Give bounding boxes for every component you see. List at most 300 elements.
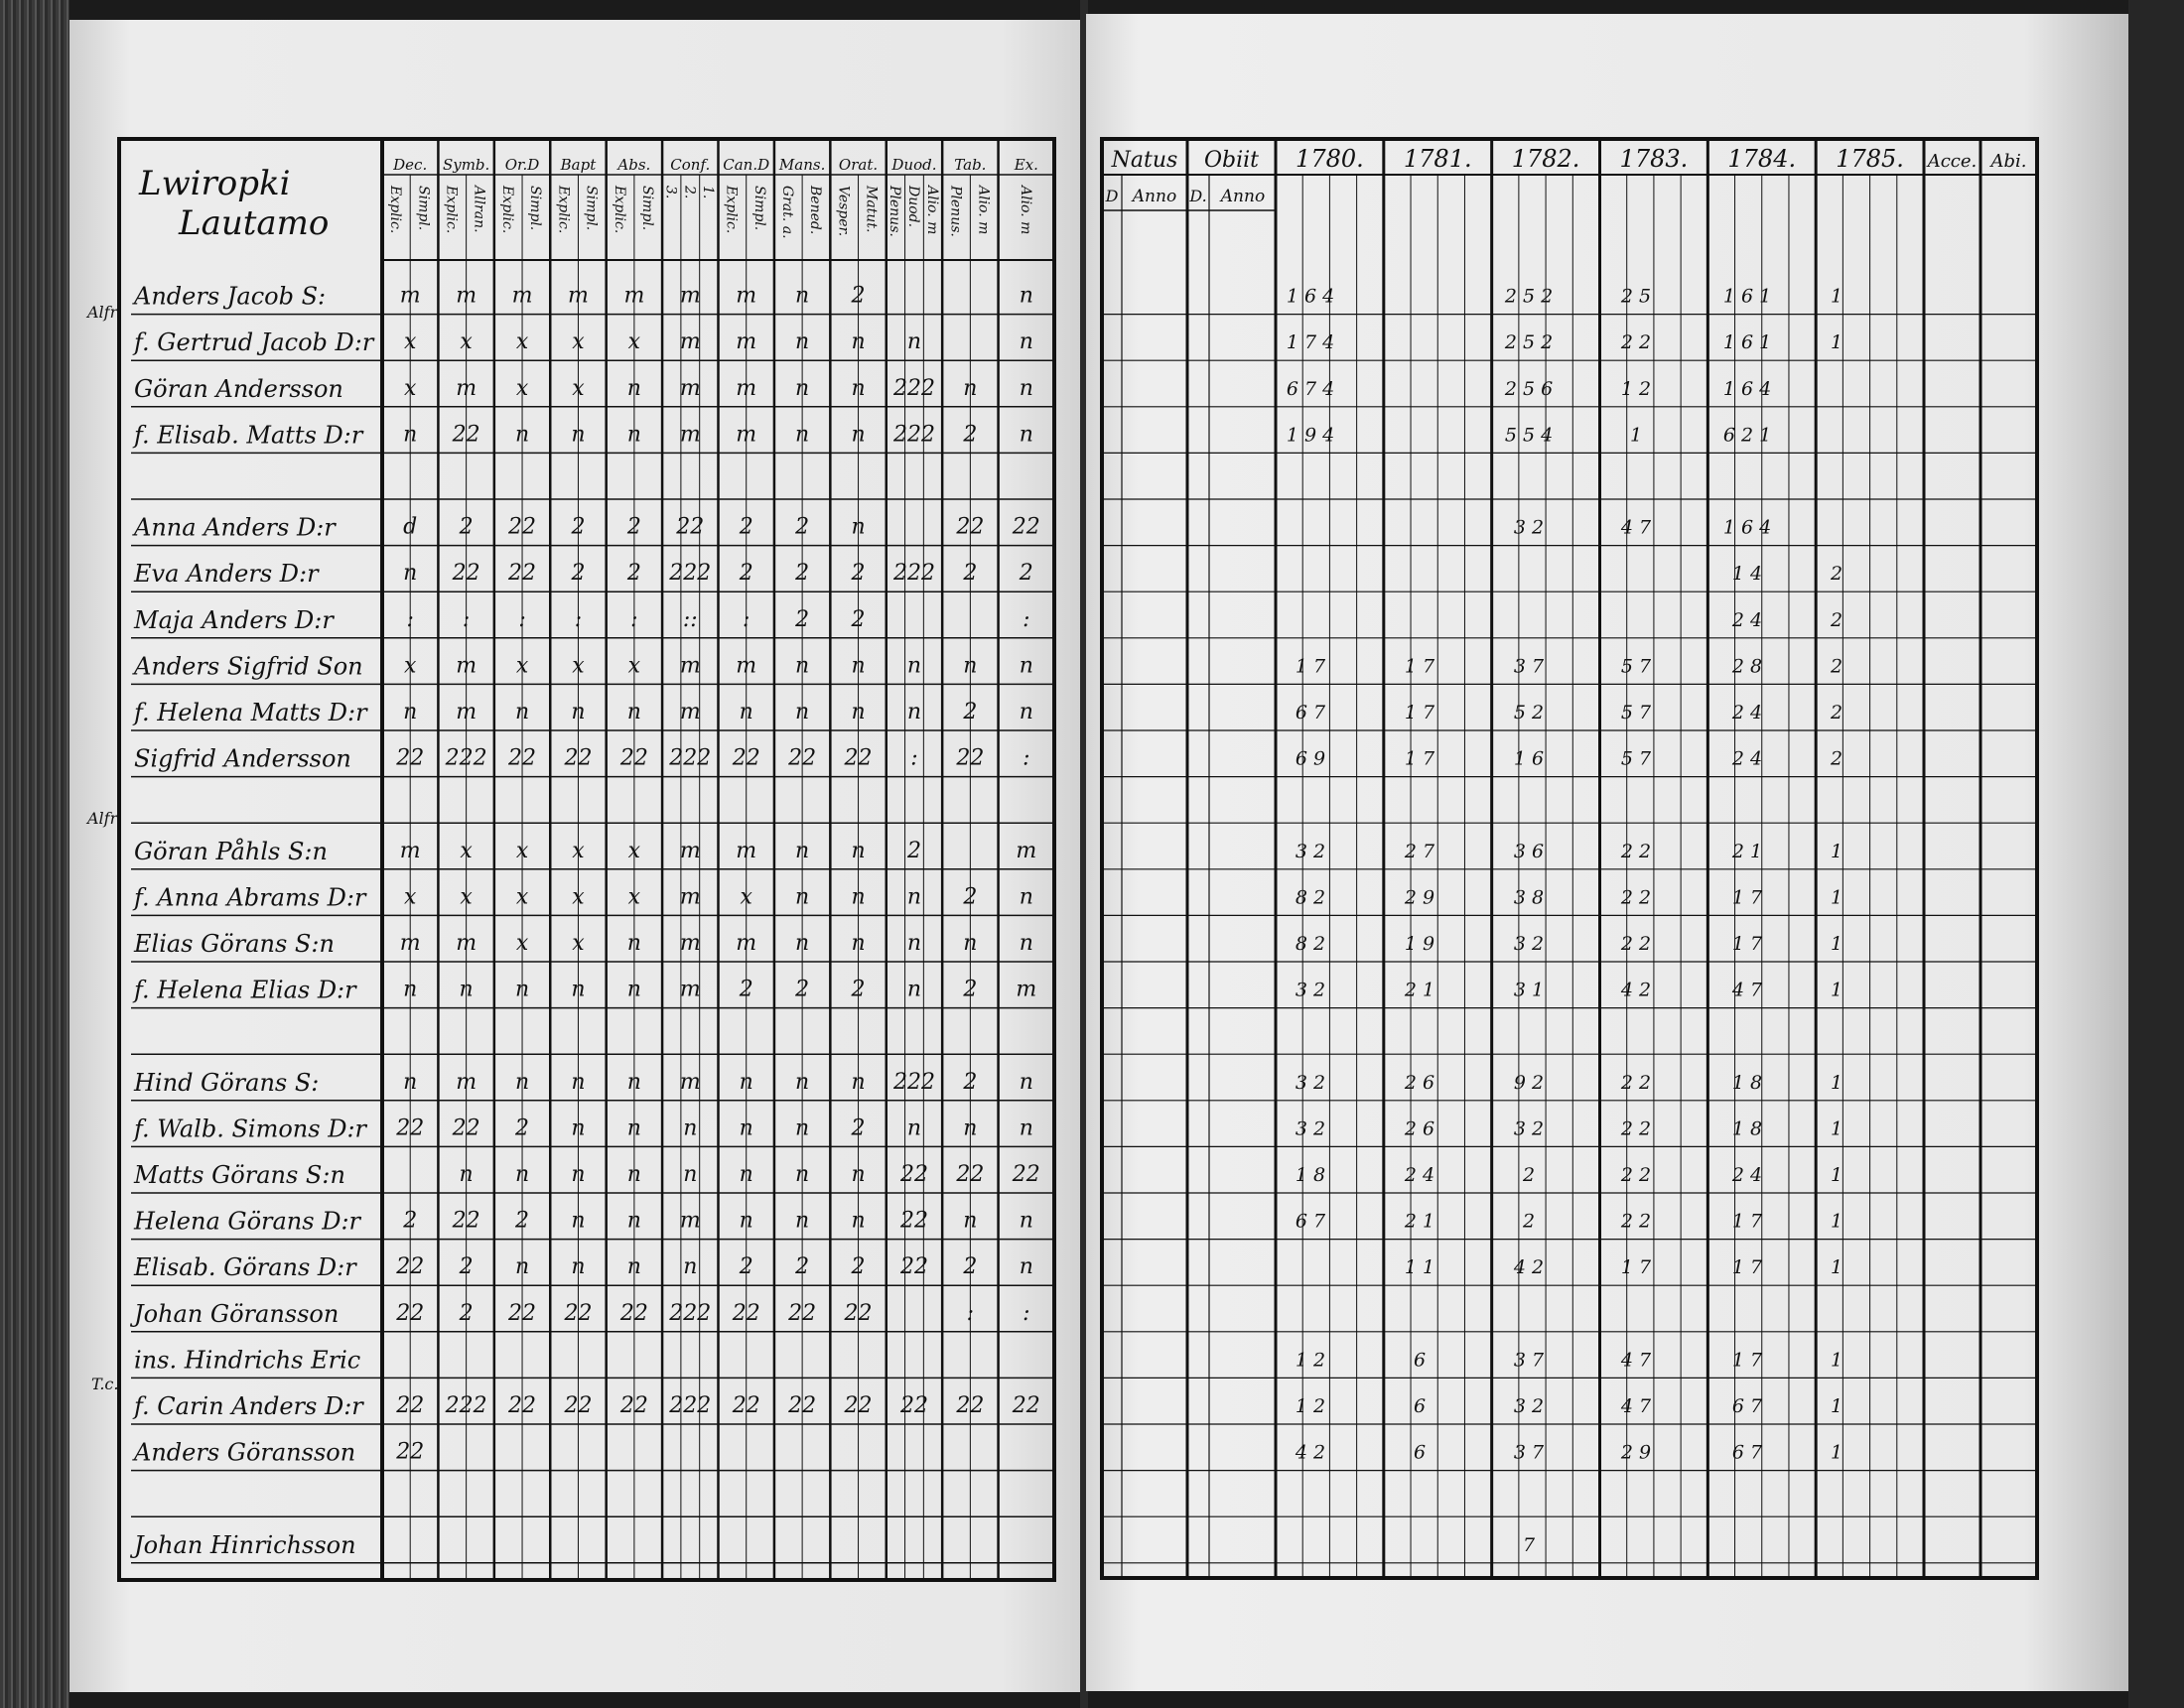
resident-name: Sigfrid Andersson: [134, 744, 351, 773]
catechism-mark: m: [679, 838, 701, 863]
resident-name: ins. Hindrichs Eric: [134, 1346, 361, 1375]
catechism-mark: :: [1023, 606, 1030, 632]
reading-entry: 1: [1830, 1071, 1843, 1094]
catechism-mark: n: [403, 1069, 418, 1095]
catechism-mark: x: [403, 653, 417, 679]
reading-entry: 3 2: [1295, 1117, 1326, 1140]
catechism-mark: n: [626, 1116, 641, 1141]
catechism-mark: m: [623, 283, 645, 309]
resident-name: f. Gertrud Jacob D:r: [134, 328, 374, 357]
catechism-mark: n: [571, 422, 586, 448]
catechism-mark: n: [851, 838, 866, 863]
catechism-mark: 22: [956, 1393, 985, 1418]
margin-note: Alfr.: [87, 303, 121, 322]
column-header: Duod.: [891, 156, 937, 174]
reading-entry: 1: [1830, 886, 1843, 909]
reading-entry: 1 7: [1404, 747, 1435, 770]
catechism-mark: m: [736, 283, 757, 309]
reading-entry: 2 4: [1731, 747, 1763, 770]
catechism-mark: 2: [906, 838, 921, 863]
catechism-mark: d: [403, 514, 418, 540]
catechism-mark: m: [679, 375, 701, 401]
catechism-mark: 22: [396, 1116, 425, 1141]
resident-name: Elias Görans S:n: [134, 930, 335, 958]
reading-entry: 1 2: [1295, 1395, 1326, 1417]
catechism-mark: m: [1016, 977, 1037, 1002]
catechism-mark: 222: [892, 422, 935, 448]
resident-name: f. Helena Elias D:r: [134, 976, 356, 1004]
year-header: 1780.: [1296, 145, 1364, 173]
catechism-mark: n: [906, 1116, 922, 1141]
catechism-mark: n: [906, 700, 922, 724]
catechism-mark: n: [403, 700, 418, 724]
reading-entry: 5 7: [1620, 702, 1652, 723]
reading-entry: 1: [1830, 1441, 1843, 1464]
catechism-mark: n: [571, 1208, 586, 1234]
catechism-mark: n: [963, 375, 978, 401]
catechism-mark: 2: [851, 1116, 866, 1141]
reading-entry: 3 2: [1295, 979, 1326, 1001]
catechism-mark: 2: [795, 606, 810, 632]
catechism-mark: n: [1019, 653, 1033, 679]
reading-entry: 3 1: [1513, 979, 1545, 1001]
reading-entry: 9 2: [1513, 1071, 1545, 1094]
reading-entry: 1 7: [1404, 655, 1435, 678]
column-header: Tab.: [954, 156, 987, 174]
catechism-mark: m: [736, 375, 757, 401]
reading-entry: 5 7: [1620, 655, 1652, 678]
catechism-mark: :: [742, 606, 751, 632]
catechism-mark: n: [906, 884, 922, 910]
reading-entry: 1 7: [1731, 1256, 1763, 1279]
catechism-mark: :: [518, 606, 526, 632]
catechism-mark: 22: [899, 1208, 928, 1234]
catechism-mark: m: [679, 931, 701, 956]
column-subheader: Alio. m: [1017, 186, 1033, 235]
resident-name: Hind Görans S:: [134, 1068, 320, 1097]
resident-name: Anna Anders D:r: [134, 513, 336, 542]
reading-entry: 1 6 4: [1286, 285, 1335, 308]
catechism-mark: n: [514, 700, 530, 724]
reading-entry: 1 6 1: [1722, 285, 1772, 308]
reading-entry: 1 9: [1404, 933, 1435, 955]
catechism-mark: m: [456, 1069, 478, 1095]
catechism-mark: 2: [626, 561, 641, 587]
catechism-mark: 22: [619, 1300, 648, 1326]
reading-entry: 2 8: [1731, 655, 1763, 678]
reading-entry: 1: [1830, 1256, 1843, 1279]
catechism-mark: n: [963, 1208, 978, 1234]
catechism-mark: 2: [851, 561, 866, 587]
reading-entry: 1 6: [1513, 747, 1545, 770]
column-subheader: Vesper.: [835, 186, 852, 237]
catechism-mark: 22: [899, 1254, 928, 1280]
year-header: 1785.: [1836, 145, 1904, 173]
reading-entry: 2 2: [1620, 840, 1652, 862]
catechism-mark: 22: [788, 1393, 817, 1418]
column-subheader: Explic.: [498, 186, 515, 234]
column-subheader: 1.: [700, 186, 717, 199]
catechism-mark: :: [406, 606, 414, 632]
catechism-mark: n: [795, 1069, 810, 1095]
resident-name: Göran Påhls S:n: [134, 837, 328, 865]
catechism-mark: m: [679, 422, 701, 448]
reading-entry: 2: [1830, 702, 1843, 723]
reading-entry: 1 8: [1295, 1164, 1326, 1186]
catechism-mark: n: [851, 514, 866, 540]
catechism-mark: m: [456, 653, 478, 679]
catechism-mark: m: [736, 931, 757, 956]
reading-entry: 6 7: [1295, 702, 1326, 723]
reading-entry: 1: [1830, 1117, 1843, 1140]
column-subheader: Duod.: [904, 186, 921, 228]
catechism-mark: x: [740, 884, 752, 910]
reading-entry: 1 8: [1731, 1071, 1763, 1094]
catechism-mark: n: [514, 422, 530, 448]
catechism-mark: n: [571, 1162, 586, 1187]
catechism-mark: m: [679, 884, 701, 910]
reading-entry: 6: [1413, 1441, 1427, 1464]
catechism-mark: x: [515, 375, 529, 401]
catechism-mark: n: [795, 931, 810, 956]
day-header: D: [1105, 187, 1119, 205]
column-subheader: Explic.: [387, 186, 404, 234]
reading-entry: 2 9: [1620, 1441, 1652, 1464]
catechism-mark: n: [795, 1162, 810, 1187]
catechism-mark: 2: [515, 1116, 530, 1141]
catechism-mark: n: [795, 884, 810, 910]
column-subheader: Simpl.: [527, 186, 544, 231]
reading-entry: 1 7: [1404, 702, 1435, 723]
catechism-mark: x: [515, 884, 529, 910]
catechism-mark: 22: [452, 1116, 480, 1141]
column-subheader: Alio. m: [923, 186, 940, 235]
catechism-mark: 22: [452, 561, 480, 587]
reading-entry: 4 7: [1620, 1395, 1652, 1417]
reading-entry: 4 7: [1731, 979, 1763, 1001]
catechism-mark: x: [403, 329, 417, 355]
reading-entry: 1: [1830, 1210, 1843, 1233]
reading-entry: 4 2: [1295, 1441, 1326, 1464]
catechism-mark: n: [963, 1116, 978, 1141]
catechism-mark: 2: [963, 1069, 978, 1095]
resident-name: Göran Andersson: [134, 374, 343, 403]
catechism-mark: n: [1019, 422, 1033, 448]
catechism-mark: 22: [396, 1393, 425, 1418]
catechism-mark: x: [572, 931, 585, 956]
catechism-mark: 2: [459, 514, 474, 540]
catechism-mark: m: [679, 329, 701, 355]
reading-entry: 2 9: [1404, 886, 1435, 909]
catechism-mark: 22: [396, 745, 425, 771]
catechism-mark: 2: [963, 884, 978, 910]
resident-name: Anders Göransson: [134, 1438, 356, 1467]
block-title: Lwiropki: [139, 164, 291, 203]
catechism-mark: :: [630, 606, 638, 632]
reading-entry: 2 2: [1620, 1117, 1652, 1140]
catechism-mark: m: [679, 1208, 701, 1234]
column-subheader: Explic.: [611, 186, 627, 234]
column-subheader: Alio. m: [975, 186, 992, 235]
obiit-header: Obiit: [1203, 148, 1260, 173]
resident-name: f. Walb. Simons D:r: [134, 1115, 366, 1143]
catechism-mark: n: [459, 977, 474, 1002]
reading-entry: 2 7: [1404, 840, 1435, 862]
reading-entry: 1: [1830, 840, 1843, 862]
catechism-mark: m: [679, 700, 701, 724]
catechism-mark: x: [572, 884, 585, 910]
catechism-mark: 222: [669, 745, 712, 771]
catechism-mark: n: [1019, 700, 1033, 724]
reading-entry: 1: [1830, 979, 1843, 1001]
resident-name: Elisab. Görans D:r: [134, 1253, 356, 1282]
catechism-mark: 22: [844, 1393, 873, 1418]
catechism-mark: n: [851, 375, 866, 401]
catechism-mark: 22: [396, 1439, 425, 1465]
catechism-mark: 2: [795, 1254, 810, 1280]
reading-entry: 1 7: [1295, 655, 1326, 678]
catechism-mark: n: [683, 1162, 698, 1187]
reading-entry: 6: [1413, 1349, 1427, 1372]
catechism-mark: n: [1019, 1208, 1033, 1234]
catechism-mark: 22: [508, 745, 537, 771]
catechism-mark: n: [571, 1069, 586, 1095]
catechism-mark: 2: [626, 514, 641, 540]
catechism-mark: m: [399, 283, 421, 309]
reading-entry: 2: [1830, 563, 1843, 586]
catechism-mark: n: [683, 1254, 698, 1280]
catechism-mark: n: [795, 1208, 810, 1234]
column-subheader: Simpl.: [415, 186, 432, 231]
catechism-mark: n: [514, 1069, 530, 1095]
catechism-mark: x: [515, 329, 529, 355]
catechism-mark: m: [511, 283, 533, 309]
natus-header: Natus: [1111, 148, 1178, 173]
column-header: Ex.: [1014, 156, 1038, 174]
column-subheader: Simpl.: [638, 186, 655, 231]
catechism-mark: 22: [899, 1393, 928, 1418]
catechism-mark: 22: [508, 1300, 537, 1326]
catechism-mark: n: [626, 375, 641, 401]
catechism-mark: 22: [1012, 1393, 1040, 1418]
catechism-mark: 22: [564, 1300, 593, 1326]
catechism-mark: 22: [788, 1300, 817, 1326]
catechism-mark: 22: [732, 1300, 760, 1326]
catechism-mark: 2: [795, 561, 810, 587]
catechism-mark: x: [627, 329, 641, 355]
reading-entry: 3 2: [1295, 1071, 1326, 1094]
catechism-mark: 2: [571, 514, 586, 540]
reading-entry: 1 6 4: [1722, 516, 1772, 539]
catechism-mark: 2: [851, 606, 866, 632]
catechism-mark: n: [906, 329, 922, 355]
catechism-mark: 2: [851, 1254, 866, 1280]
reading-entry: 2 2: [1620, 1210, 1652, 1233]
column-header: Can.D: [723, 156, 770, 174]
catechism-mark: n: [514, 1254, 530, 1280]
column-header: Bapt: [560, 156, 597, 174]
catechism-mark: 22: [844, 1300, 873, 1326]
column-header: Or.D: [504, 156, 540, 174]
resident-name: Anders Jacob S:: [134, 282, 327, 311]
column-subheader: 2.: [681, 186, 698, 199]
catechism-mark: n: [626, 1162, 641, 1187]
catechism-mark: n: [739, 1069, 753, 1095]
reading-entry: 2 4: [1731, 608, 1763, 631]
reading-entry: 1 1: [1404, 1256, 1435, 1279]
reading-entry: 1 2: [1620, 377, 1652, 400]
catechism-mark: n: [459, 1162, 474, 1187]
anno-header: Anno: [1132, 187, 1177, 206]
catechism-mark: m: [679, 977, 701, 1002]
catechism-mark: n: [739, 1116, 753, 1141]
catechism-mark: n: [403, 422, 418, 448]
day-header: D.: [1189, 187, 1207, 205]
reading-entry: 1 7 4: [1286, 331, 1335, 354]
reading-entry: 1: [1830, 1349, 1843, 1372]
resident-name: f. Elisab. Matts D:r: [134, 421, 363, 450]
reading-entry: 3 2: [1513, 1117, 1545, 1140]
reading-entry: 3 7: [1513, 1441, 1545, 1464]
year-header: 1782.: [1511, 145, 1580, 173]
resident-name: Eva Anders D:r: [134, 560, 319, 589]
catechism-mark: :: [462, 606, 471, 632]
reading-entry: 3 2: [1295, 840, 1326, 862]
catechism-mark: n: [1019, 884, 1033, 910]
resident-name: Helena Görans D:r: [134, 1207, 361, 1236]
catechism-mark: n: [739, 1162, 753, 1187]
catechism-mark: 22: [956, 514, 985, 540]
reading-entry: 5 7: [1620, 747, 1652, 770]
reading-entry: 2: [1830, 655, 1843, 678]
reading-entry: 2 2: [1620, 331, 1652, 354]
reading-entry: 8 2: [1295, 933, 1326, 955]
catechism-mark: 22: [956, 745, 985, 771]
reading-entry: 5 2: [1513, 702, 1545, 723]
reading-entry: 7: [1522, 1533, 1536, 1556]
catechism-mark: n: [851, 884, 866, 910]
catechism-mark: n: [403, 561, 418, 587]
catechism-mark: x: [572, 653, 585, 679]
reading-entry: 2 2: [1620, 1071, 1652, 1094]
catechism-mark: x: [627, 653, 641, 679]
reading-entry: 1: [1830, 285, 1843, 308]
reading-entry: 2: [1830, 608, 1843, 631]
column-subheader: Plenus.: [947, 186, 964, 237]
catechism-mark: 22: [899, 1162, 928, 1187]
catechism-mark: n: [795, 375, 810, 401]
catechism-mark: n: [851, 653, 866, 679]
reading-entry: 1 6 4: [1722, 377, 1772, 400]
catechism-mark: n: [906, 653, 922, 679]
catechism-mark: 22: [619, 745, 648, 771]
reading-entry: 3 2: [1513, 933, 1545, 955]
catechism-mark: n: [851, 1208, 866, 1234]
catechism-mark: 2: [851, 283, 866, 309]
catechism-mark: 22: [1012, 1162, 1040, 1187]
reading-entry: 2: [1522, 1164, 1536, 1186]
reading-entry: 1: [1830, 933, 1843, 955]
catechism-mark: 2: [739, 1254, 753, 1280]
column-subheader: Bened.: [807, 186, 824, 235]
catechism-mark: 22: [619, 1393, 648, 1418]
margin-note: T.c.: [91, 1375, 119, 1393]
catechism-mark: 2: [571, 561, 586, 587]
reading-entry: 2 2: [1620, 886, 1652, 909]
catechism-mark: 222: [892, 375, 935, 401]
catechism-mark: n: [851, 422, 866, 448]
catechism-mark: n: [851, 329, 866, 355]
reading-entry: 1 7: [1731, 886, 1763, 909]
catechism-mark: 22: [452, 422, 480, 448]
catechism-mark: 22: [956, 1162, 985, 1187]
reading-entry: 2 4: [1731, 702, 1763, 723]
catechism-mark: n: [1019, 329, 1033, 355]
catechism-mark: x: [403, 375, 417, 401]
catechism-mark: m: [736, 329, 757, 355]
column-header: Abs.: [617, 156, 651, 174]
resident-name: f. Carin Anders D:r: [134, 1392, 363, 1420]
catechism-mark: x: [515, 931, 529, 956]
resident-name: Johan Göransson: [134, 1299, 340, 1328]
catechism-mark: ::: [682, 606, 698, 632]
catechism-mark: 222: [669, 561, 712, 587]
catechism-mark: 2: [739, 514, 753, 540]
resident-name: f. Helena Matts D:r: [134, 699, 367, 726]
catechism-mark: n: [683, 1116, 698, 1141]
catechism-mark: n: [571, 1254, 586, 1280]
margin-note: Alfr.: [87, 809, 121, 828]
catechism-mark: 22: [732, 1393, 760, 1418]
catechism-mark: 222: [892, 1069, 935, 1095]
catechism-mark: 2: [1019, 561, 1033, 587]
catechism-mark: 2: [851, 977, 866, 1002]
catechism-mark: 22: [844, 745, 873, 771]
catechism-mark: n: [626, 931, 641, 956]
anno-header: Anno: [1220, 187, 1266, 206]
catechism-mark: 22: [508, 514, 537, 540]
catechism-mark: n: [514, 977, 530, 1002]
catechism-mark: 22: [508, 1393, 537, 1418]
catechism-mark: m: [736, 838, 757, 863]
catechism-mark: n: [851, 1069, 866, 1095]
catechism-mark: 22: [452, 1208, 480, 1234]
catechism-mark: 2: [795, 977, 810, 1002]
catechism-mark: 22: [564, 1393, 593, 1418]
column-header: Symb.: [442, 156, 490, 174]
year-header: 1783.: [1619, 145, 1689, 173]
catechism-mark: n: [963, 931, 978, 956]
catechism-mark: m: [679, 653, 701, 679]
catechism-mark: m: [736, 653, 757, 679]
reading-entry: 1 6 1: [1722, 331, 1772, 354]
catechism-mark: n: [795, 838, 810, 863]
reading-entry: 2 5 6: [1504, 377, 1554, 400]
catechism-mark: x: [572, 838, 585, 863]
reading-entry: 4 2: [1513, 1256, 1545, 1279]
catechism-mark: 2: [795, 514, 810, 540]
catechism-mark: 2: [963, 700, 978, 724]
reading-entry: 6: [1413, 1395, 1427, 1417]
reading-entry: 3 2: [1513, 516, 1545, 539]
block-title: Lautamo: [179, 203, 330, 243]
catechism-mark: x: [627, 884, 641, 910]
catechism-mark: 222: [669, 1300, 712, 1326]
reading-entry: 1 7: [1731, 1210, 1763, 1233]
reading-entry: 2 1: [1404, 979, 1435, 1001]
reading-entry: 8 2: [1295, 886, 1326, 909]
catechism-mark: n: [795, 422, 810, 448]
